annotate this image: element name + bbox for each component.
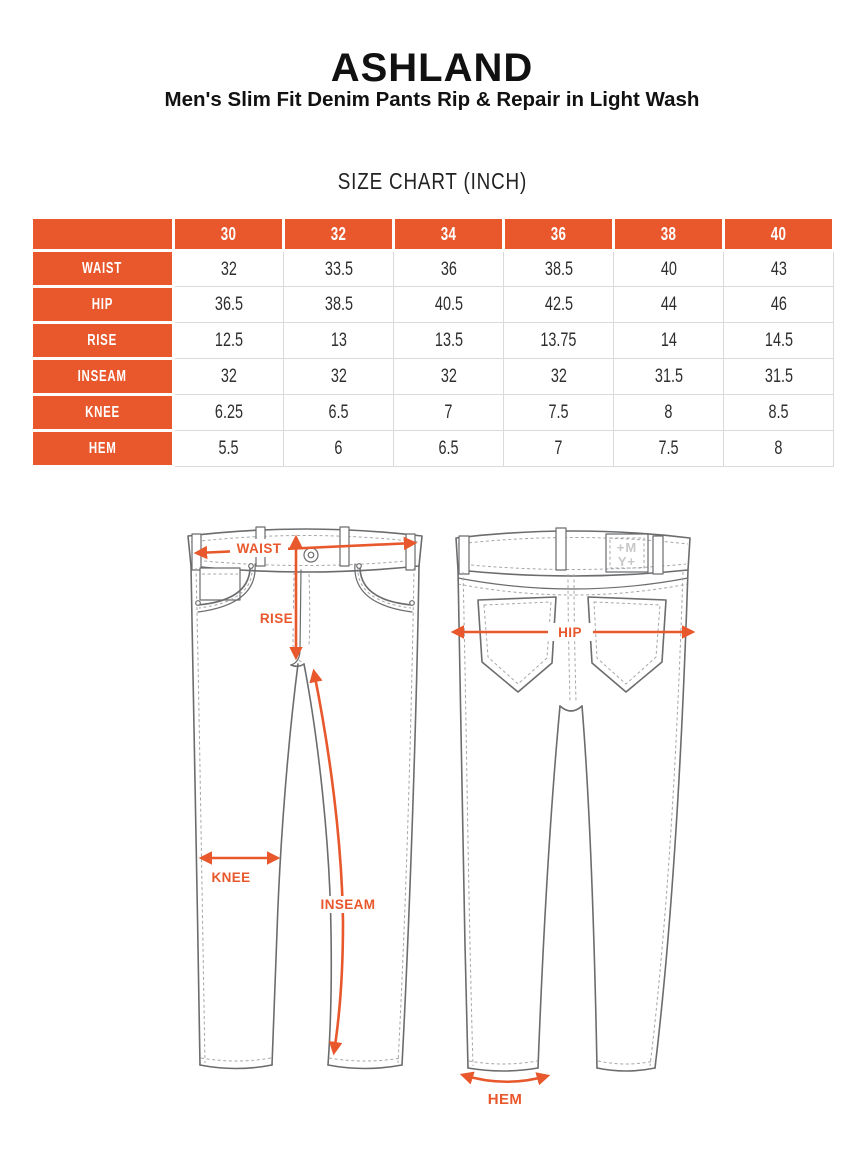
measurement-label-cell <box>32 287 174 323</box>
value-cell: 12.5 <box>174 323 284 359</box>
value-cell: 36 <box>394 251 504 287</box>
value-cell: 7.5 <box>504 395 614 431</box>
brand-title: ASHLAND <box>330 46 534 90</box>
jeans-back-outline <box>456 528 690 1071</box>
size-header-label: 32 <box>330 223 347 244</box>
jeans-front-outline <box>188 527 422 1069</box>
patch-text-line1: +M <box>616 540 638 555</box>
measurement-label: RISE <box>87 331 118 349</box>
table-row-waist <box>32 251 834 287</box>
table-row-knee <box>32 395 834 431</box>
table-row-hip <box>32 287 834 323</box>
value-cell: 31.5 <box>614 359 724 395</box>
value-cell: 32 <box>284 359 394 395</box>
knee-label: KNEE <box>211 870 251 885</box>
size-header-cell <box>504 218 614 251</box>
size-header-label: 30 <box>220 223 237 244</box>
knee-measurement-arrow <box>202 858 277 885</box>
value-cell: 42.5 <box>504 287 614 323</box>
corner-cell <box>32 218 174 251</box>
value-cell: 38.5 <box>284 287 394 323</box>
value-cell: 31.5 <box>724 359 834 395</box>
value-cell: 7 <box>504 431 614 467</box>
size-header-row <box>32 218 834 251</box>
value-cell: 32 <box>174 359 284 395</box>
value-cell: 32 <box>174 251 284 287</box>
measurement-label: KNEE <box>85 403 120 421</box>
size-header-label: 36 <box>550 223 567 244</box>
jeans-back-view-diagram <box>448 512 698 1112</box>
measurement-label-cell <box>32 251 174 287</box>
size-chart-heading-text: SIZE CHART (INCH) <box>337 168 527 194</box>
value-cell: 32 <box>504 359 614 395</box>
value-cell: 6.5 <box>284 395 394 431</box>
value-cell: 44 <box>614 287 724 323</box>
jeans-front-view-diagram <box>180 512 430 1084</box>
value-cell: 32 <box>394 359 504 395</box>
size-header-cell <box>614 218 724 251</box>
measurement-label: WAIST <box>82 259 123 277</box>
measurement-label: INSEAM <box>77 367 128 385</box>
value-cell: 40 <box>614 251 724 287</box>
value-cell: 13.75 <box>504 323 614 359</box>
size-header-label: 40 <box>770 223 787 244</box>
measurement-label: HEM <box>88 439 117 457</box>
value-cell: 8.5 <box>724 395 834 431</box>
value-cell: 6.5 <box>394 431 504 467</box>
waist-label: WAIST <box>236 541 282 556</box>
size-header-cell <box>724 218 834 251</box>
value-cell: 14.5 <box>724 323 834 359</box>
value-cell: 7.5 <box>614 431 724 467</box>
measurement-label-cell <box>32 395 174 431</box>
measurement-label-cell <box>32 359 174 395</box>
table-row-inseam <box>32 359 834 395</box>
patch-text-line2: Y+ <box>617 554 637 569</box>
table-row-hem <box>32 431 834 467</box>
inseam-label: INSEAM <box>320 897 376 912</box>
size-header-label: 34 <box>440 223 457 244</box>
size-header-cell <box>284 218 394 251</box>
value-cell: 6.25 <box>174 395 284 431</box>
value-cell: 14 <box>614 323 724 359</box>
hip-label: HIP <box>558 625 582 640</box>
inseam-measurement-arrow <box>314 672 380 1052</box>
value-cell: 8 <box>614 395 724 431</box>
measurement-label: HIP <box>91 295 114 313</box>
value-cell: 40.5 <box>394 287 504 323</box>
value-cell: 6 <box>284 431 394 467</box>
value-cell: 36.5 <box>174 287 284 323</box>
hem-label: HEM <box>487 1091 523 1108</box>
value-cell: 7 <box>394 395 504 431</box>
rise-label: RISE <box>259 611 293 626</box>
value-cell: 5.5 <box>174 431 284 467</box>
size-chart-table <box>30 216 835 468</box>
value-cell: 33.5 <box>284 251 394 287</box>
value-cell: 8 <box>724 431 834 467</box>
value-cell: 13.5 <box>394 323 504 359</box>
product-title: Men's Slim Fit Denim Pants Rip & Repair in Light Wash <box>164 88 700 111</box>
value-cell: 13 <box>284 323 394 359</box>
measurement-label-cell <box>32 431 174 467</box>
table-row-rise <box>32 323 834 359</box>
value-cell: 43 <box>724 251 834 287</box>
front-button <box>304 548 318 562</box>
value-cell: 38.5 <box>504 251 614 287</box>
size-header-cell <box>174 218 284 251</box>
size-header-label: 38 <box>660 223 677 244</box>
measurement-label-cell <box>32 323 174 359</box>
hem-measurement-arrow <box>463 1075 547 1108</box>
size-chart-heading <box>0 168 864 195</box>
size-header-cell <box>394 218 504 251</box>
value-cell: 46 <box>724 287 834 323</box>
